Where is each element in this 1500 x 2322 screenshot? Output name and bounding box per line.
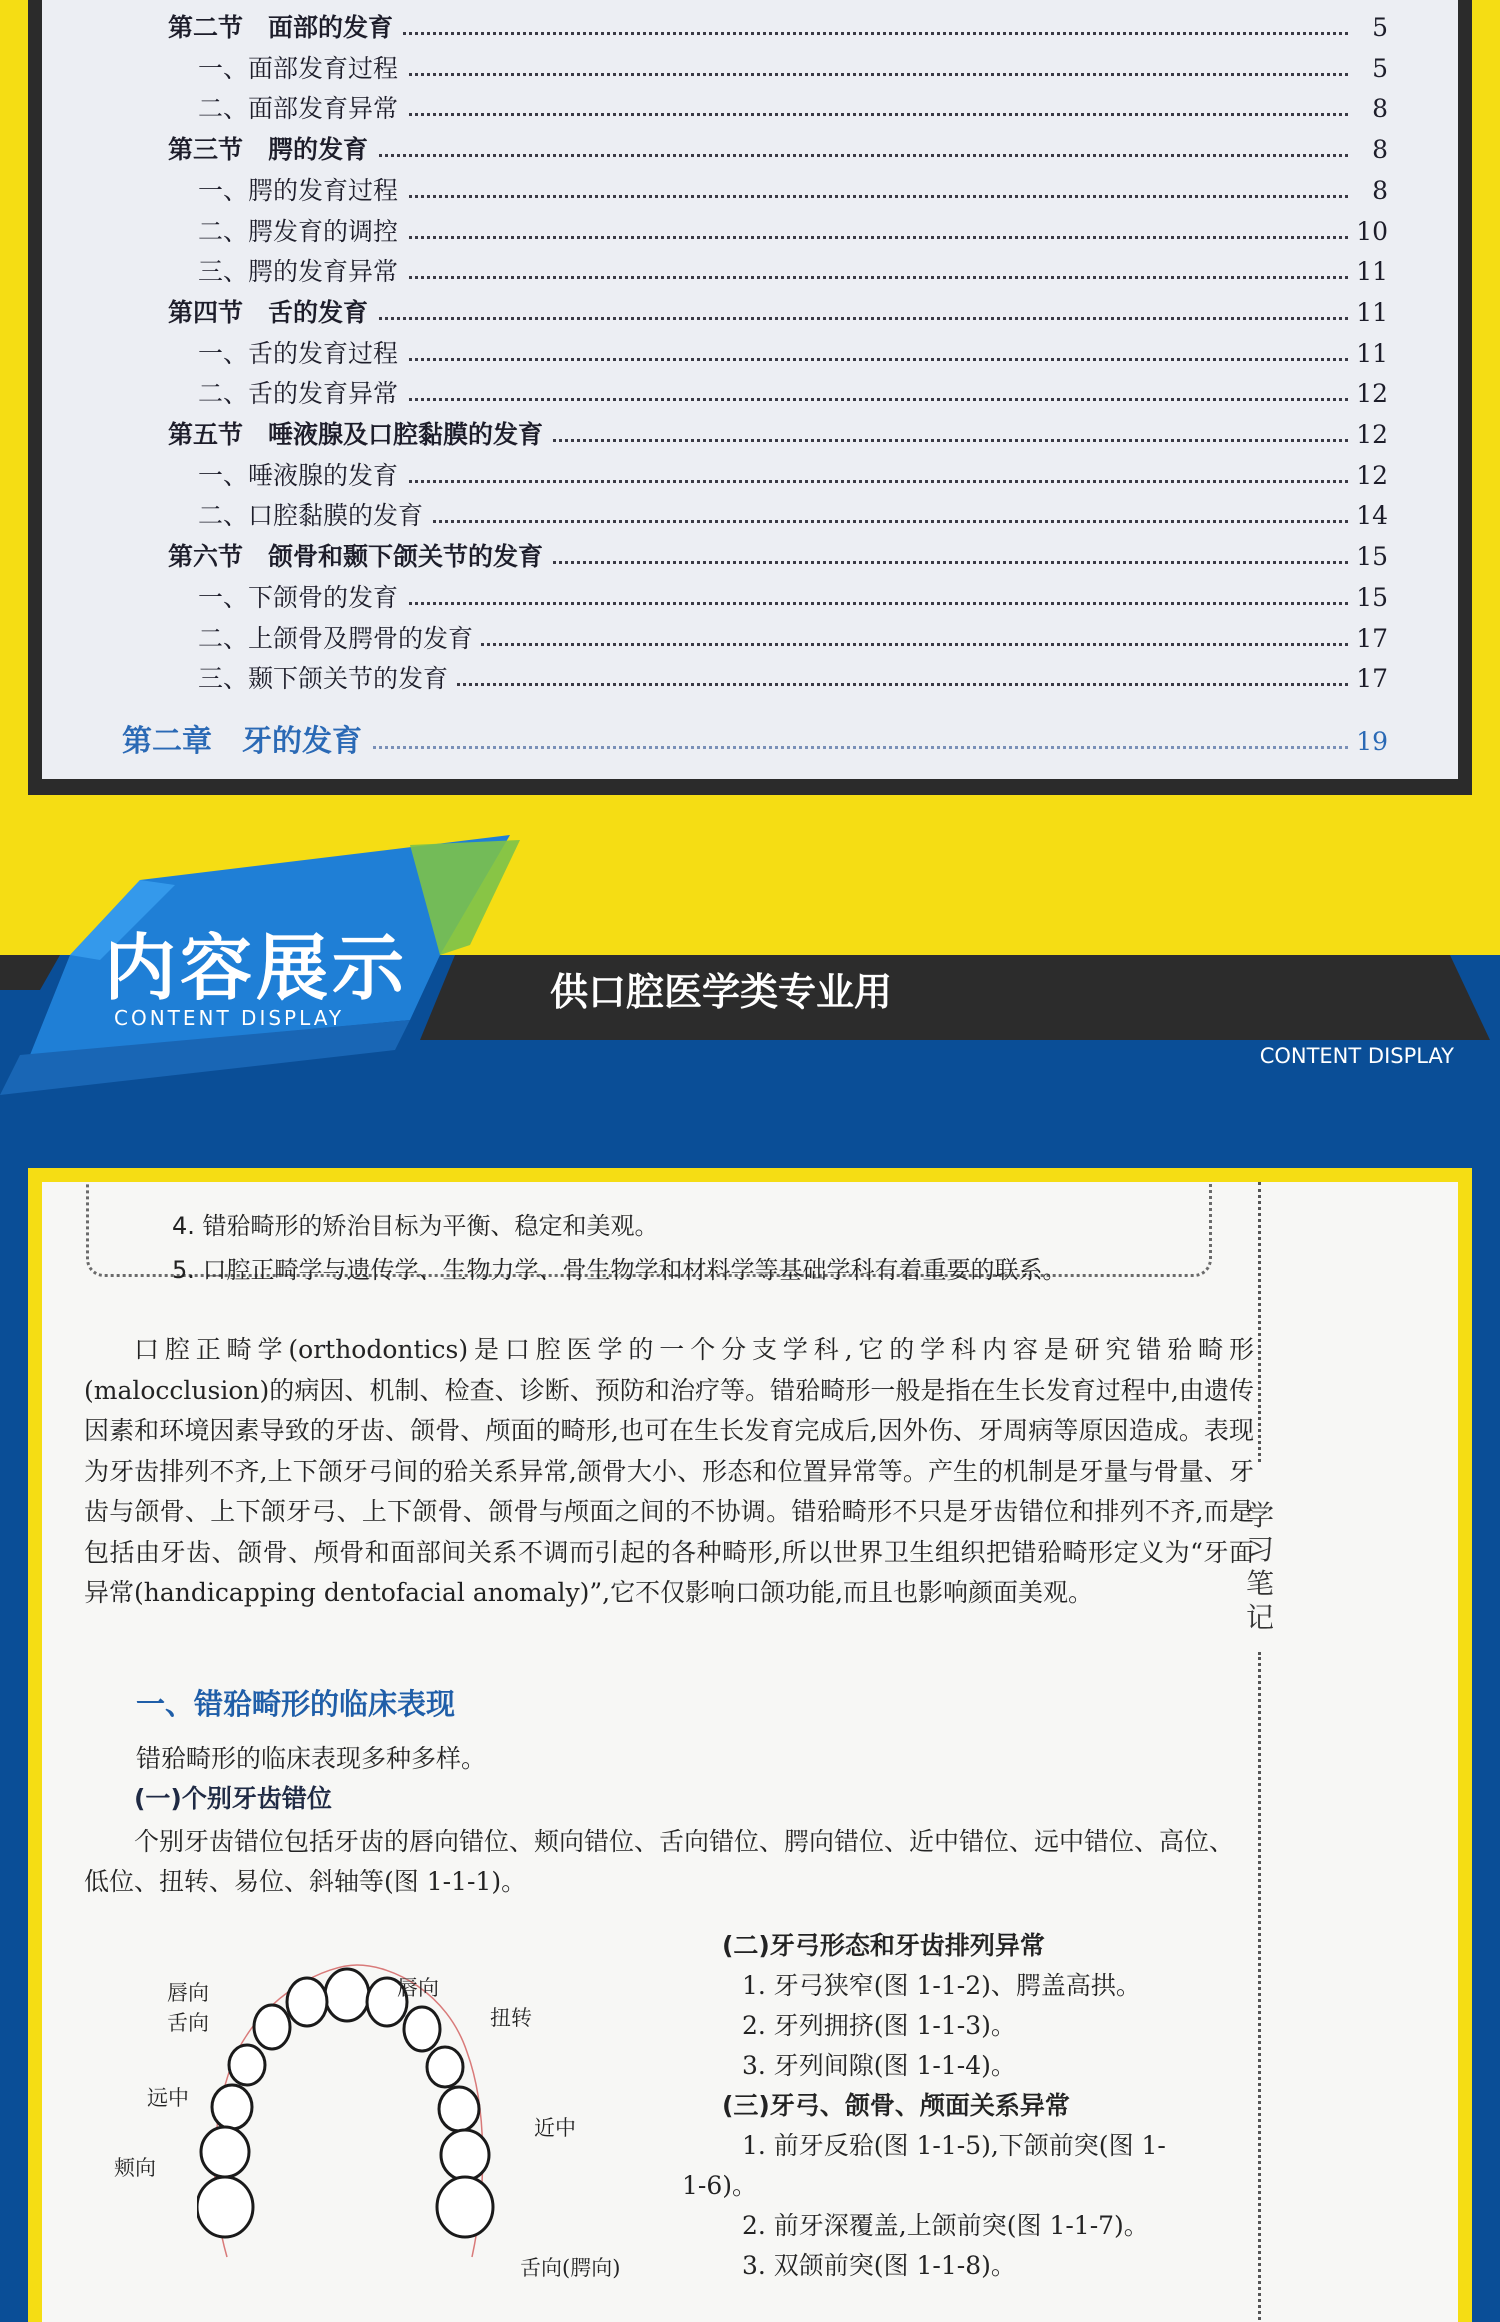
toc-page-number: 10	[1348, 212, 1388, 252]
section-lead: 错𬌗畸形的临床表现多种多样。	[136, 1744, 487, 1773]
toc-page-number: 17	[1348, 659, 1388, 699]
summary-item-4: 4. 错𬌗畸形的矫治目标为平衡、稳定和美观。	[172, 1212, 659, 1240]
toc-entry-title: 一、下颌骨的发育	[198, 578, 406, 618]
toc-page-number: 12	[1348, 415, 1388, 455]
subsection-1-title: (一)个别牙齿错位	[134, 1784, 332, 1813]
toc-row	[42, 456, 1458, 496]
toc-page-number: 11	[1348, 334, 1388, 374]
banner-right-en: CONTENT DISPLAY	[1259, 1044, 1454, 1068]
toc-entry-title: 二、上颌骨及腭骨的发育	[198, 619, 481, 659]
figure-label-lip-left: 唇向	[167, 1981, 209, 2005]
toc-page-number: 19	[1348, 722, 1388, 762]
toc-entry-title: 二、舌的发育异常	[198, 374, 406, 414]
subsection-1-text: 个别牙齿错位包括牙齿的唇向错位、颊向错位、舌向错位、腭向错位、近中错位、远中错位、高位、低位、扭转、易位、斜轴等(图 1-1-1)。	[84, 1827, 1235, 1896]
toc-entry-title: 一、舌的发育过程	[198, 334, 406, 374]
toc-entry-title: 第六节 颌骨和颞下颌关节的发育	[168, 537, 551, 577]
toc-leader-dots	[258, 480, 1378, 483]
toc-leader-dots	[258, 276, 1378, 279]
toc-row	[42, 619, 1458, 659]
toc-entry-title: 一、腭的发育过程	[198, 171, 406, 211]
toc-row	[42, 537, 1458, 577]
toc-page-number: 17	[1348, 619, 1388, 659]
toc-leader-dots	[228, 154, 1378, 157]
toc-page-number: 11	[1348, 293, 1388, 333]
toc-row	[42, 252, 1458, 292]
toc-entry-title: 三、颞下颌关节的发育	[198, 659, 456, 699]
toc-entry-title: 第二章 牙的发育	[122, 722, 370, 762]
summary-item-5: 5. 口腔正畸学与遗传学、生物力学、骨生物学和材料学等基础学科有着重要的联系。	[172, 1256, 1067, 1284]
toc-page-number: 8	[1348, 130, 1388, 170]
section-heading: 一、错𬌗畸形的临床表现	[136, 1687, 456, 1721]
right-list-item: 1-6)。	[682, 2171, 758, 2200]
right-list-item: 1. 前牙反𬌗(图 1-1-5),下颌前突(图 1-	[742, 2131, 1166, 2160]
toc-page-number: 8	[1348, 171, 1388, 211]
toc-row	[42, 578, 1458, 618]
toc-entry-title: 二、面部发育异常	[198, 89, 406, 129]
intro-paragraph: 口腔正畸学(orthodontics)是口腔医学的一个分支学科,它的学科内容是研究错𬌗畸形(malocclusion)的病因、机制、检查、诊断、预防和治疗等。错𬌗畸形一般是指在生长发育过程中,由遗传因素和环境因素导致的牙齿、颌骨、颅面的畸形,也可在生长发育完成后,因外伤、牙周病等原因造成。表现为牙齿排列不齐,上下颌牙弓间的𬌗关系异常,颌骨大小、形态和位置异常等。产生的机制是牙量与骨量、牙齿与颌骨、上下颌牙弓、上下颌骨、颌骨与颅面之间的不协调。错𬌗畸形不只是牙齿错位和排列不齐,而是包括由牙齿、颌骨、颅骨和面部间关系不调而引起的各种畸形,所以世界卫生组织把错𬌗畸形定义为“牙面异常(handicapping dentofacial anomaly)”,它不仅影响口颌功能,而且也影响颜面美观。	[84, 1335, 1254, 1607]
toc-entry-title: 第五节 唾液腺及口腔黏膜的发育	[168, 415, 551, 455]
side-note-char: 笔	[1245, 1567, 1274, 1600]
toc-leader-dots	[258, 236, 1378, 239]
toc-page-number: 15	[1348, 578, 1388, 618]
content-page	[42, 1182, 1458, 2322]
toc-page	[42, 0, 1458, 779]
figure-label-buccal: 颊向	[114, 2156, 156, 2180]
toc-row	[42, 374, 1458, 414]
dental-arch-figure	[197, 1957, 497, 2267]
right-list-item: 1. 牙弓狭窄(图 1-1-2)、腭盖高拱。	[742, 1971, 1141, 2000]
toc-page-number: 15	[1348, 537, 1388, 577]
figure-label-tongue-palate: 舌向(腭向)	[520, 2256, 621, 2280]
toc-page-number: 8	[1348, 89, 1388, 129]
toc-entry-title: 第四节 舌的发育	[168, 293, 376, 333]
right-list-item: 3. 双颌前突(图 1-1-8)。	[742, 2251, 1016, 2280]
toc-row	[42, 130, 1458, 170]
toc-page-number: 11	[1348, 252, 1388, 292]
figure-label-rotation: 扭转	[490, 2006, 532, 2030]
toc-row	[42, 8, 1458, 48]
right-list-item: 2. 前牙深覆盖,上颌前突(图 1-1-7)。	[742, 2211, 1149, 2240]
toc-entry-title: 二、腭发育的调控	[198, 212, 406, 252]
toc-page-number: 14	[1348, 496, 1388, 536]
toc-leader-dots	[258, 113, 1378, 116]
right-list-item: 2. 牙列拥挤(图 1-1-3)。	[742, 2011, 1016, 2040]
right-list-item: (二)牙弓形态和牙齿排列异常	[722, 1931, 1045, 1960]
figure-label-tongue-left: 舌向	[167, 2011, 209, 2035]
side-note-char: 习	[1245, 1533, 1274, 1566]
banner-subtitle: 供口腔医学类专业用	[550, 970, 893, 1014]
toc-row	[42, 49, 1458, 89]
toc-entry-title: 第二节 面部的发育	[168, 8, 401, 48]
toc-frame	[28, 0, 1472, 795]
banner-title: 内容展示	[104, 926, 409, 1010]
right-list-item: (三)牙弓、颌骨、颅面关系异常	[722, 2091, 1070, 2120]
toc-page-number: 12	[1348, 374, 1388, 414]
toc-chapter-row	[42, 722, 1458, 762]
toc-leader-dots	[258, 73, 1378, 76]
toc-row	[42, 212, 1458, 252]
toc-leader-dots	[258, 398, 1378, 401]
toc-row	[42, 293, 1458, 333]
side-note-char: 学	[1245, 1499, 1274, 1532]
toc-leader-dots	[258, 358, 1378, 361]
figure-label-lip-top: 唇向	[397, 1976, 439, 2000]
toc-entry-title: 第三节 腭的发育	[168, 130, 376, 170]
toc-entry-title: 三、腭的发育异常	[198, 252, 406, 292]
toc-leader-dots	[258, 602, 1378, 605]
toc-entry-title: 二、口腔黏膜的发育	[198, 496, 431, 536]
side-note-char: 记	[1245, 1601, 1274, 1634]
toc-page-number: 5	[1348, 49, 1388, 89]
side-dotted-line-bottom	[1258, 1652, 1261, 2322]
figure-label-mesial: 近中	[534, 2116, 576, 2140]
banner-title-en: CONTENT DISPLAY	[114, 1006, 345, 1030]
toc-leader-dots	[258, 195, 1378, 198]
toc-page-number: 5	[1348, 8, 1388, 48]
toc-row	[42, 334, 1458, 374]
toc-row	[42, 415, 1458, 455]
toc-row	[42, 89, 1458, 129]
figure-label-distal: 远中	[147, 2086, 189, 2110]
toc-row	[42, 171, 1458, 211]
banner-left-accent	[0, 955, 60, 990]
content-frame	[28, 1168, 1472, 2322]
toc-entry-title: 一、唾液腺的发育	[198, 456, 406, 496]
side-dotted-line-top	[1258, 1182, 1261, 1462]
toc-page-number: 12	[1348, 456, 1388, 496]
toc-row	[42, 659, 1458, 699]
toc-entry-title: 一、面部发育过程	[198, 49, 406, 89]
toc-row	[42, 496, 1458, 536]
toc-leader-dots	[228, 317, 1378, 320]
right-list-item: 3. 牙列间隙(图 1-1-4)。	[742, 2051, 1016, 2080]
